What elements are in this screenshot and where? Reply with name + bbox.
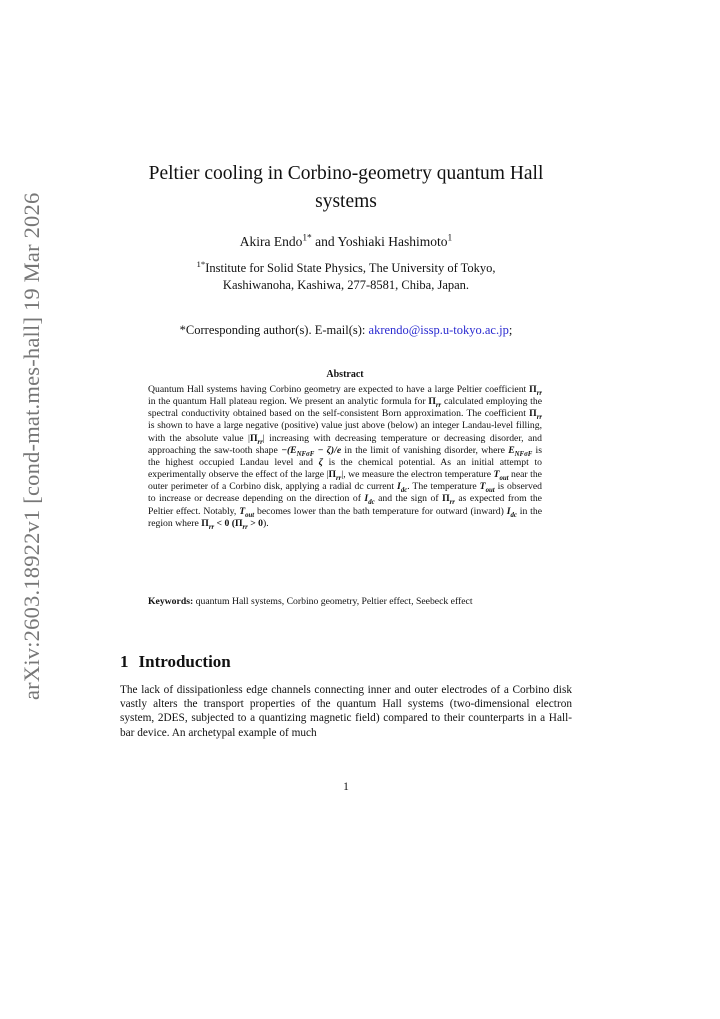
paper-title: Peltier cooling in Corbino-geometry quantum Hall systems bbox=[148, 163, 544, 212]
keywords-label: Keywords: bbox=[148, 596, 194, 607]
author-line bbox=[120, 233, 572, 251]
corresponding-label: *Corresponding author(s). E-mail(s): bbox=[179, 323, 369, 337]
intro-paragraph: The lack of dissipationless edge channels connecting inner and outer electrodes of a Corbino disk vastly alters the transport properties of the quantum Hall systems (two-dimensional electron system, 2DES, subjected to a quantizing magnetic field) compared to their counterparts in a Hall-bar device. An archetypal example of much bbox=[120, 684, 572, 739]
keywords bbox=[148, 596, 542, 608]
email-link[interactable]: akrendo@issp.u-tokyo.ac.jp bbox=[368, 323, 509, 337]
abstract-heading: Abstract bbox=[326, 369, 364, 380]
affiliation-mark: 1* bbox=[196, 258, 206, 269]
arxiv-side-stamp: arXiv:2603.18922v1 [cond-mat.mes-hall] 19 Mar 2026 bbox=[19, 192, 44, 700]
corresponding-author: *Corresponding author(s). E-mail(s): akrendo@issp.u-tokyo.ac.jp; bbox=[179, 323, 513, 337]
author-and: and bbox=[311, 234, 338, 249]
keywords-text: quantum Hall systems, Corbino geometry, Peltier effect, Seebeck effect bbox=[193, 596, 473, 607]
affiliation bbox=[120, 260, 572, 294]
section-heading bbox=[120, 652, 572, 672]
author-1: Akira Endo bbox=[239, 234, 303, 249]
author-2-mark: 1 bbox=[447, 233, 453, 244]
author-1-mark: 1* bbox=[302, 233, 312, 244]
section-number: 1 bbox=[120, 652, 129, 671]
affiliation-line-1: $^{1*}$Institute for Solid State Physics, The University of Tokyo, bbox=[196, 258, 496, 275]
page-number: 1 bbox=[343, 781, 349, 793]
abstract-body: Quantum Hall systems having Corbino geometry are expected to have a large Peltier coefficient $\Pi_{rr}$ in the quantum Hall plateau region. We present an analytic formula for $\Pi_{rr}$ calculated employing the spectral conductivity obtained based on the self-consistent Born approximation. The coefficient $\Pi_{rr}$ is shown to have a large negative (positive) value just above (below) an integer Landau-level filling, with the absolute value $|\Pi_{rr}|$ increasing with decreasing temperature or decreasing disorder, and approaching the saw-tooth shape $-(E_{NF\sigma F} - \zeta)/e$ in the limit of vanishing disorder, where $E_{NF\sigma F}$ is the highest occupied Landau level and ζ is the chemical potential. As an initial attempt to experimentally observe the effect of the large $|\Pi_{rr}|$, we measure the electron temperature $T_{out}$ near the outer perimeter of a Corbino disk, applying a radial dc current $I_{dc}$. The temperature $T_{out}$ is observed to increase or decrease depending on the direction of $I_{dc}$ and the sign of $\Pi_{rr}$ as expected from the Peltier effect. Notably, $T_{out}$ becomes lower than the bath temperature for outward (inward) $I_{dc}$ in the region where $\Pi_{rr} < 0$ $(\Pi_{rr} > 0)$. bbox=[148, 384, 542, 531]
author-2: Yoshiaki Hashimoto bbox=[337, 234, 448, 249]
section-title: Introduction bbox=[138, 652, 231, 671]
affiliation-line-2: Kashiwanoha, Kashiwa, 277-8581, Chiba, Japan. bbox=[222, 278, 470, 292]
